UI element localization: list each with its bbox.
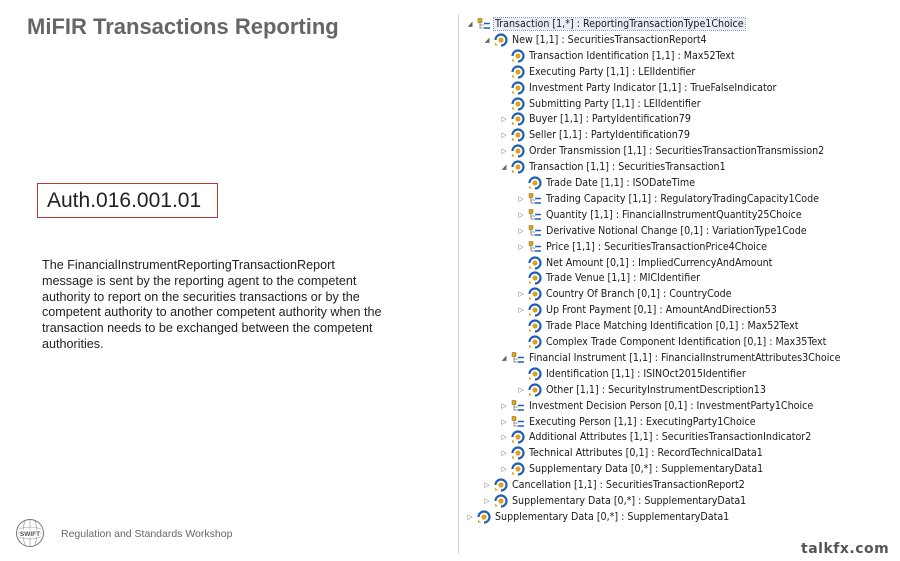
tree-node[interactable] <box>465 509 730 525</box>
tree-node-label: Investment Decision Person [0,1] : InvestmentParty1Choice <box>529 399 814 412</box>
expand-toggle-icon[interactable]: ▷ <box>484 481 490 490</box>
tree-node[interactable] <box>499 414 757 430</box>
expand-toggle-icon[interactable]: ▷ <box>484 497 490 505</box>
collapse-toggle-icon[interactable]: ◢ <box>501 353 507 362</box>
element-icon <box>528 367 542 381</box>
element-icon <box>477 510 491 524</box>
tree-node[interactable] <box>516 334 827 350</box>
element-icon <box>511 462 525 476</box>
tree-node-label: Buyer [1,1] : PartyIdentification79 <box>529 113 691 126</box>
element-icon <box>528 176 542 190</box>
element-icon <box>528 303 542 317</box>
tree-node-label: Order Transmission [1,1] : SecuritiesTransactionTransmission2 <box>529 145 825 158</box>
expand-toggle-icon[interactable]: ▷ <box>501 401 507 410</box>
tree-node[interactable] <box>499 48 736 64</box>
element-icon <box>511 430 525 444</box>
tree-node-label: Price [1,1] : SecuritiesTransactionPrice4Choice <box>546 240 768 253</box>
tree-node[interactable] <box>516 191 820 207</box>
tree-node[interactable] <box>499 398 814 414</box>
choice-icon <box>528 224 542 238</box>
tree-node-label: Trade Venue [1,1] : MICIdentifier <box>546 272 700 285</box>
tree-node-label: Complex Trade Component Identification [0,1] : Max35Text <box>546 336 827 348</box>
tree-node-label: Executing Person [1,1] : ExecutingParty1Choice <box>529 415 756 428</box>
tree-node[interactable] <box>516 223 808 239</box>
collapse-toggle-icon[interactable]: ◢ <box>484 35 490 44</box>
collapse-toggle-icon[interactable]: ◢ <box>467 20 473 28</box>
tree-node[interactable] <box>516 255 773 271</box>
tree-node-label: Quantity [1,1] : FinancialInstrumentQuantity25Choice <box>546 208 802 221</box>
tree-node-label: New [1,1] : SecuritiesTransactionReport4 <box>512 33 707 46</box>
choice-icon <box>511 415 525 429</box>
tree-node-label: Up Front Payment [0,1] : AmountAndDirection53 <box>546 304 777 317</box>
expand-toggle-icon[interactable]: ▷ <box>501 147 507 156</box>
tree-node-label: Trade Place Matching Identification [0,1] : Max52Text <box>546 320 799 333</box>
tree-node[interactable] <box>516 175 696 191</box>
tree-node[interactable] <box>499 350 841 366</box>
element-icon <box>528 319 542 333</box>
tree-node[interactable] <box>499 143 825 159</box>
tree-node-label: Trading Capacity [1,1] : RegulatoryTradingCapacity1Code <box>546 192 820 205</box>
element-icon <box>511 97 525 111</box>
tree-node[interactable] <box>465 16 745 32</box>
choice-icon <box>477 17 491 31</box>
toggle-spacer <box>499 82 509 94</box>
message-tree-panel[interactable] <box>458 15 872 553</box>
element-icon <box>511 112 525 126</box>
tree-node-label: Submitting Party [1,1] : LEIIdentifier <box>529 97 701 110</box>
tree-node[interactable] <box>516 302 778 318</box>
tree-node[interactable] <box>516 382 767 398</box>
watermark: talkfx.com <box>801 541 890 557</box>
element-icon <box>494 478 508 492</box>
footer-text: Regulation and Standards Workshop <box>61 528 233 540</box>
element-icon <box>511 81 525 95</box>
tree-node[interactable] <box>499 159 727 175</box>
element-icon <box>511 65 525 79</box>
element-icon <box>494 33 508 47</box>
tree-node[interactable] <box>499 445 764 461</box>
tree-node-label: Executing Party [1,1] : LEIIdentifier <box>529 65 696 78</box>
toggle-spacer <box>499 98 509 110</box>
tree-node-label: Identification [1,1] : ISINOct2015Identifier <box>546 367 746 380</box>
tree-node[interactable] <box>516 366 747 382</box>
expand-toggle-icon[interactable]: ▷ <box>518 194 524 203</box>
message-description: The FinancialInstrumentReportingTransactionReport message is sent by the reporting agent to the competent authority to report on the securities transactions or by the competent authority to another competent authority when the transaction needs to be exchanged between the competent authorities. <box>42 258 382 351</box>
tree-node[interactable] <box>516 270 701 286</box>
expand-toggle-icon[interactable]: ▷ <box>518 210 524 219</box>
expand-toggle-icon[interactable]: ▷ <box>501 417 507 426</box>
choice-icon <box>528 192 542 206</box>
tree-node[interactable] <box>499 127 691 143</box>
expand-toggle-icon[interactable]: ▷ <box>518 242 524 251</box>
tree-node-label: Country Of Branch [0,1] : CountryCode <box>546 288 732 301</box>
toggle-spacer <box>516 320 526 332</box>
tree-node[interactable] <box>499 111 692 127</box>
tree-node-label: Derivative Notional Change [0,1] : VariationType1Code <box>546 224 807 237</box>
tree-node-label: Financial Instrument [1,1] : FinancialInstrumentAttributes3Choice <box>529 351 841 364</box>
element-icon <box>511 160 525 174</box>
expand-toggle-icon[interactable]: ▷ <box>501 465 507 474</box>
expand-toggle-icon[interactable]: ▷ <box>518 290 524 299</box>
tree-node-label: Supplementary Data [0,*] : SupplementaryData1 <box>529 463 764 476</box>
toggle-spacer <box>516 368 526 380</box>
tree-node[interactable] <box>516 318 799 334</box>
element-icon <box>494 494 508 508</box>
expand-toggle-icon[interactable]: ▷ <box>501 433 507 442</box>
tree-node[interactable] <box>499 461 764 477</box>
toggle-spacer <box>516 272 526 284</box>
toggle-spacer <box>516 257 526 269</box>
choice-icon <box>511 399 525 413</box>
choice-icon <box>528 208 542 222</box>
logo-text: SWIFT <box>19 530 41 538</box>
element-icon <box>528 335 542 349</box>
tree-node-label: Other [1,1] : SecurityInstrumentDescription13 <box>546 383 766 396</box>
tree-node-label: Seller [1,1] : PartyIdentification79 <box>529 129 690 142</box>
tree-node[interactable] <box>482 493 747 509</box>
tree-node[interactable] <box>499 64 696 80</box>
element-icon <box>511 49 525 63</box>
tree-node[interactable] <box>499 80 777 96</box>
tree-node[interactable] <box>499 96 702 112</box>
element-icon <box>528 256 542 270</box>
tree-node-label: Transaction Identification [1,1] : Max52Text <box>529 49 735 62</box>
page-title: MiFIR Transactions Reporting <box>27 14 339 39</box>
element-icon <box>528 287 542 301</box>
expand-toggle-icon[interactable]: ▷ <box>501 131 507 140</box>
expand-toggle-icon[interactable]: ▷ <box>501 449 507 458</box>
toggle-spacer <box>499 66 509 78</box>
expand-toggle-icon[interactable]: ▷ <box>501 115 507 124</box>
tree-node[interactable] <box>482 477 746 493</box>
toggle-spacer <box>516 177 526 189</box>
message-code: Auth.016.001.01 <box>47 188 202 212</box>
tree-node-label: Technical Attributes [0,1] : RecordTechnicalData1 <box>529 447 763 460</box>
tree-node-label: Additional Attributes [1,1] : SecuritiesTransactionIndicator2 <box>529 431 812 444</box>
choice-icon <box>511 351 525 365</box>
element-icon <box>511 446 525 460</box>
tree-node-label: Trade Date [1,1] : ISODateTime <box>546 177 696 189</box>
choice-icon <box>528 240 542 254</box>
tree-node[interactable] <box>516 207 803 223</box>
swift-logo-icon <box>15 518 45 548</box>
tree-node-label: Transaction [1,1] : SecuritiesTransaction1 <box>529 161 726 174</box>
tree-node-label: Investment Party Indicator [1,1] : TrueFalseIndicator <box>529 81 777 94</box>
tree-node-label: Supplementary Data [0,*] : SupplementaryData1 <box>512 495 747 507</box>
toggle-spacer <box>499 50 509 62</box>
tree-node-label: Transaction [1,*] : ReportingTransactionType1Choice <box>495 18 744 30</box>
tree-node-label: Supplementary Data [0,*] : SupplementaryData1 <box>495 510 730 523</box>
tree-node[interactable] <box>499 429 812 445</box>
tree-node[interactable] <box>516 286 733 302</box>
element-icon <box>528 271 542 285</box>
expand-toggle-icon[interactable]: ▷ <box>518 226 524 235</box>
element-icon <box>511 144 525 158</box>
tree-node-label: Net Amount [0,1] : ImpliedCurrencyAndAmount <box>546 256 773 269</box>
collapse-toggle-icon[interactable]: ◢ <box>501 163 507 172</box>
expand-toggle-icon[interactable]: ▷ <box>518 306 524 315</box>
message-code-box <box>37 183 218 218</box>
tree-node[interactable] <box>482 32 708 48</box>
element-icon <box>528 383 542 397</box>
tree-node-label: Cancellation [1,1] : SecuritiesTransactionReport2 <box>512 479 745 492</box>
expand-toggle-icon[interactable]: ▷ <box>467 512 473 521</box>
element-icon <box>511 128 525 142</box>
toggle-spacer <box>516 336 526 348</box>
expand-toggle-icon[interactable]: ▷ <box>518 385 524 394</box>
tree-node[interactable] <box>516 239 768 255</box>
